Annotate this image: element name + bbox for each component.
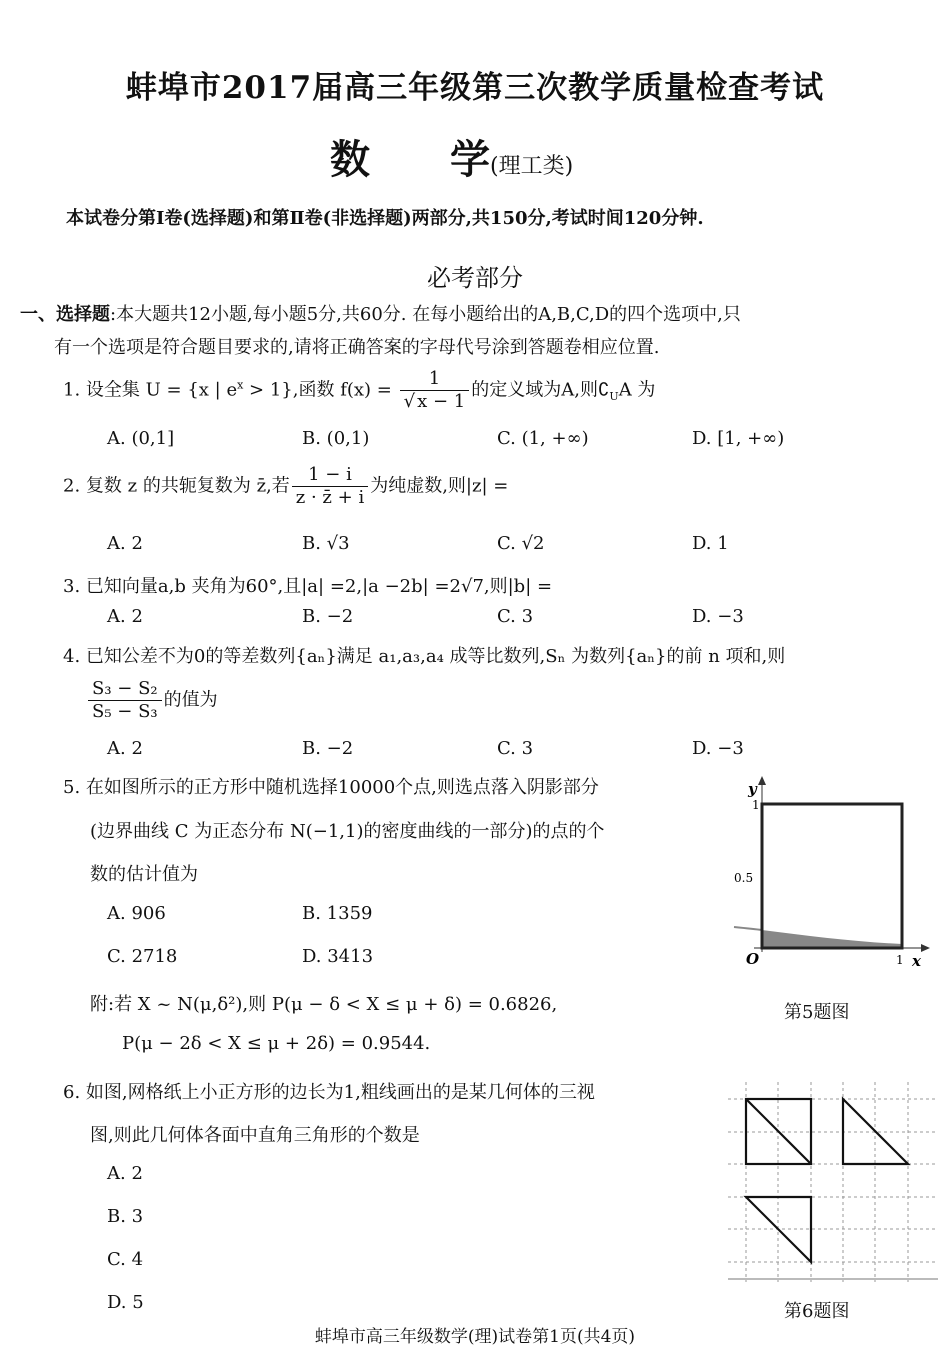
question-4-frac-den: S₅ − S₃ [92,701,158,722]
density-curve-tail [734,927,762,930]
question-5-text-1: 在如图所示的正方形中随机选择10000个点,则选点落入阴影部分 [85,777,599,798]
question-2-option-a: A. 2 [107,533,143,554]
shaded-region [762,930,902,948]
question-3-option-d: D. −3 [692,606,744,627]
question-4-option-c: C. 3 [497,738,534,759]
subject-heading [330,128,573,185]
question-2-frac-den: z · z̄ + i [295,487,365,508]
question-6-option-a: A. 2 [107,1163,143,1184]
unit-square [762,804,902,948]
part1-desc-line2: 有一个选项是符合题目要求的,请将正确答案的字母代号涂到答题卷相应位置. [54,337,660,358]
figure-6-caption: 第6题图 [784,1301,850,1322]
question-4-fraction [88,678,162,723]
question-2-option-c: C. √2 [497,533,545,554]
question-6-figure [728,1082,938,1282]
question-3-number: 3. [63,576,81,597]
question-1-text-b: > 1},函数 f(x) = [243,379,392,401]
question-1-text-d: A 为 [618,379,656,401]
question-1-stem [63,368,655,413]
question-4-stem [63,642,785,668]
part1-label: 一、选择题 [20,304,110,325]
question-1-option-b: B. (0,1) [302,428,370,449]
question-2-option-d: D. 1 [692,533,729,554]
question-6-option-d: D. 5 [107,1292,144,1313]
question-5-option-a: A. 906 [107,903,166,924]
x-axis-label: x [912,952,921,970]
x-tick-1: 1 [896,953,904,967]
y-axis-arrow-icon [758,776,766,785]
question-5-line2: (边界曲线 C 为正态分布 N(−1,1)的密度曲线的一部分)的点的个 [90,821,605,842]
question-4-text: 已知公差不为0的等差数列{aₙ}满足 a₁,a₃,a₄ 成等比数列,Sₙ 为数列{aₙ}的前 n 项和,则 [85,646,786,667]
question-1-sup: x [237,378,244,392]
question-3-text: 已知向量a,b 夹角为60°,且|a| =2,|a −2b| =2√7,则|b| = [85,576,553,597]
question-1-frac-den: x − 1 [417,391,466,412]
origin-label: O [746,950,760,968]
sqrt-icon: √ [403,391,416,412]
question-5-note2: P(μ − 2δ < X ≤ μ + 2δ) = 0.9544. [122,1033,431,1054]
part1-desc-line1 [20,300,741,326]
figure-5-caption: 第5题图 [784,1002,850,1023]
question-1-sub: U [609,390,619,404]
question-4-frac-num: S₃ − S₂ [88,678,162,701]
question-1-frac-num: 1 [400,368,470,391]
question-3-option-a: A. 2 [107,606,143,627]
section-heading: 必考部分 [427,264,523,292]
question-5-line3: 数的估计值为 [90,864,198,885]
question-2-text-a: 复数 z 的共轭复数为 z̄,若 [85,475,290,497]
question-6-line1 [63,1078,595,1104]
y-tick-1: 1 [752,798,760,812]
question-1-option-a: A. (0,1] [107,428,175,449]
question-2-frac-num: 1 − i [292,464,368,487]
question-6-option-c: C. 4 [107,1249,144,1270]
question-2-option-b: B. √3 [302,533,350,554]
question-1-option-d: D. [1, +∞) [692,428,785,449]
question-1-fraction [400,368,470,413]
question-2-fraction [292,464,368,509]
question-1-option-c: C. (1, +∞) [497,428,589,449]
question-2-text-b: 为纯虚数,则|z| = [370,475,509,497]
question-6-text-1: 如图,网格纸上小正方形的边长为1,粗线画出的是某几何体的三视 [85,1082,595,1103]
y-axis-label: y [748,780,757,798]
question-4-option-d: D. −3 [692,738,744,759]
question-3-stem [63,572,552,598]
question-3-option-c: C. 3 [497,606,534,627]
exam-intro: 本试卷分第Ⅰ卷(选择题)和第Ⅱ卷(非选择题)两部分,共150分,考试时间120分钟. [66,208,704,229]
question-1-text-a: 设全集 U = {x | e [85,379,238,401]
question-1-text-c: 的定义域为A,则∁ [471,379,610,401]
subject-char-1: 数 [330,136,370,183]
subject-char-2: 学 [450,136,490,183]
question-4-stem-line2 [86,678,218,723]
question-4-option-a: A. 2 [107,738,143,759]
question-5-option-b: B. 1359 [302,903,373,924]
question-4-text-b: 的值为 [163,689,218,711]
question-1-number: 1. [63,379,81,401]
x-axis-arrow-icon [921,944,930,952]
question-5-line1 [63,773,599,799]
subject-type: (理工类) [490,154,574,179]
question-6-line2: 图,则此几何体各面中直角三角形的个数是 [90,1125,420,1146]
question-5-figure [728,770,932,972]
question-4-option-b: B. −2 [302,738,354,759]
y-tick-half: 0.5 [734,871,754,885]
question-3-option-b: B. −2 [302,606,354,627]
question-5-note1: 附:若 X ~ N(μ,δ²),则 P(μ − δ < X ≤ μ + δ) = 0.6826, [90,994,558,1015]
question-2-number: 2. [63,475,81,497]
question-5-option-c: C. 2718 [107,946,178,967]
question-2-stem [63,464,508,509]
question-4-number: 4. [63,646,81,667]
exam-title: 蚌埠市2017届高三年级第三次教学质量检查考试 [125,70,825,106]
question-6-number: 6. [63,1082,81,1103]
question-6-option-b: B. 3 [107,1206,144,1227]
page-footer: 蚌埠市高三年级数学(理)试卷第1页(共4页) [314,1327,636,1347]
part1-desc-text: :本大题共12小题,每小题5分,共60分. 在每小题给出的A,B,C,D的四个选项中,只 [110,304,741,325]
question-5-number: 5. [63,777,81,798]
question-5-option-d: D. 3413 [302,946,374,967]
